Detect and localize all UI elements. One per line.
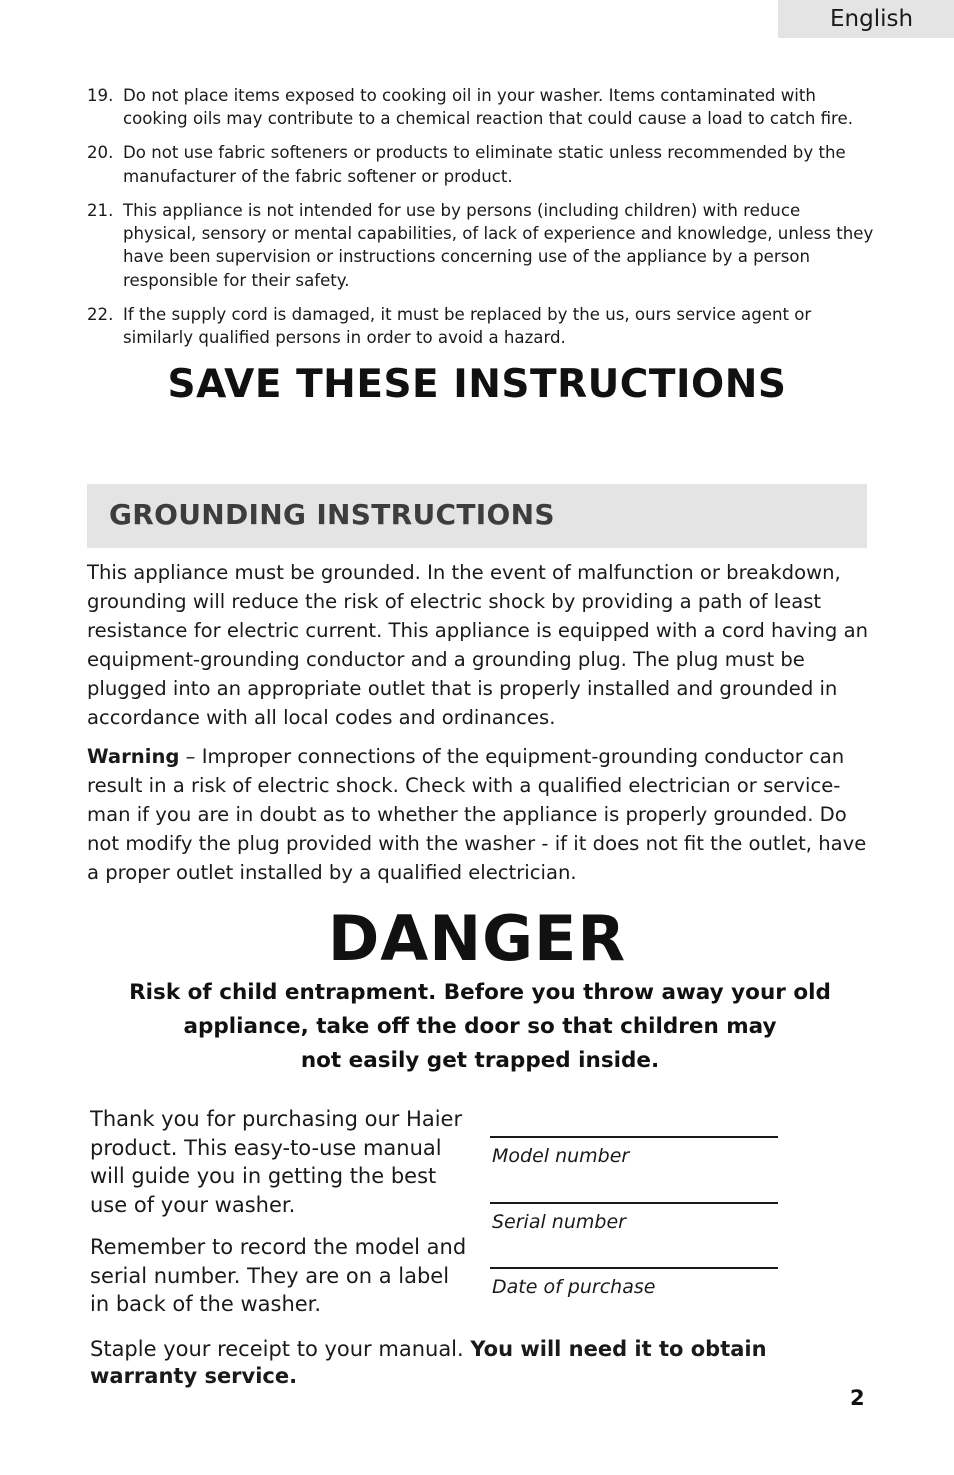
- record-reminder-paragraph: Remember to record the model and serial number. They are on a label in back of the washer.: [90, 1235, 467, 1316]
- staple-bold-text: You will need it to obtain warranty service.: [90, 1337, 767, 1388]
- page-number: 2: [850, 1386, 865, 1410]
- item-number: 22.: [87, 304, 114, 324]
- danger-line: Risk of child entrapment. Before you throw away your old: [129, 980, 831, 1005]
- model-number-line: [490, 1136, 778, 1138]
- list-item: [87, 303, 877, 350]
- item-text: Do not use fabric softeners or products to eliminate static unless recommended by the manufacturer of the fabric softener or product.: [123, 143, 846, 186]
- thank-you-paragraph: Thank you for purchasing our Haier product. This easy-to-use manual will guide you in getting the best use of your washer.: [90, 1107, 463, 1217]
- warning-label: Warning: [87, 745, 180, 768]
- item-number: 21.: [87, 200, 114, 220]
- safety-instructions-list: [87, 84, 877, 360]
- grounding-paragraph: This appliance must be grounded. In the event of malfunction or breakdown, grounding will reduce the risk of electric shock by providing a path of least resistance for electric current. This appliance is equipped with a cord having an equipment-grounding conductor and a grounding plug. The plug must be plugged into an appropriate outlet that is properly installed and grounded in accordance with all local codes and ordinances.: [87, 561, 869, 729]
- danger-message: [90, 976, 870, 1078]
- item-number: 20.: [87, 143, 114, 163]
- item-text: If the supply cord is damaged, it must be replaced by the us, ours service agent or similarly qualified persons in order to avoid a hazard.: [123, 304, 812, 348]
- list-item: [87, 199, 877, 293]
- item-number: 19.: [87, 86, 114, 105]
- danger-line: appliance, take off the door so that children may: [183, 1014, 777, 1039]
- model-number-label: Model number: [492, 1145, 630, 1167]
- item-text: This appliance is not intended for use by persons (including children) with reduce physical, sensory or mental capabilities, of lack of experience and knowledge, unless they have been supervision or instructions concerning use of the appliance by a person responsible for their safety.: [123, 200, 874, 290]
- grounding-title: GROUNDING INSTRUCTIONS: [109, 498, 555, 531]
- staple-receipt-note: [90, 1336, 810, 1390]
- staple-text: Staple your receipt to your manual.: [90, 1337, 471, 1361]
- date-of-purchase-label: Date of purchase: [492, 1276, 656, 1298]
- danger-line: not easily get trapped inside.: [300, 1048, 660, 1073]
- save-instructions-heading: SAVE THESE INSTRUCTIONS: [167, 362, 787, 407]
- serial-number-label: Serial number: [492, 1211, 626, 1233]
- list-item: [87, 84, 877, 131]
- grounding-section-header: [87, 484, 867, 548]
- language-tab: English: [778, 0, 954, 38]
- list-item: [87, 141, 877, 188]
- warning-text: – Improper connections of the equipment-grounding conductor can result in a risk of electric shock. Check with a qualified electrician or service-man if you are in doubt as to whether the appliance is properly grounded. Do not modify the plug provided with the washer - if it does not fit the outlet, have a proper outlet installed by a qualified electrician.: [87, 745, 867, 884]
- danger-heading: DANGER: [327, 902, 627, 975]
- warning-paragraph: [87, 742, 877, 887]
- serial-number-line: [490, 1202, 778, 1204]
- item-text: Do not place items exposed to cooking oil in your washer. Items contaminated with cooking oils may contribute to a chemical reaction that could cause a load to catch fire.: [123, 86, 854, 129]
- date-of-purchase-line: [490, 1267, 778, 1269]
